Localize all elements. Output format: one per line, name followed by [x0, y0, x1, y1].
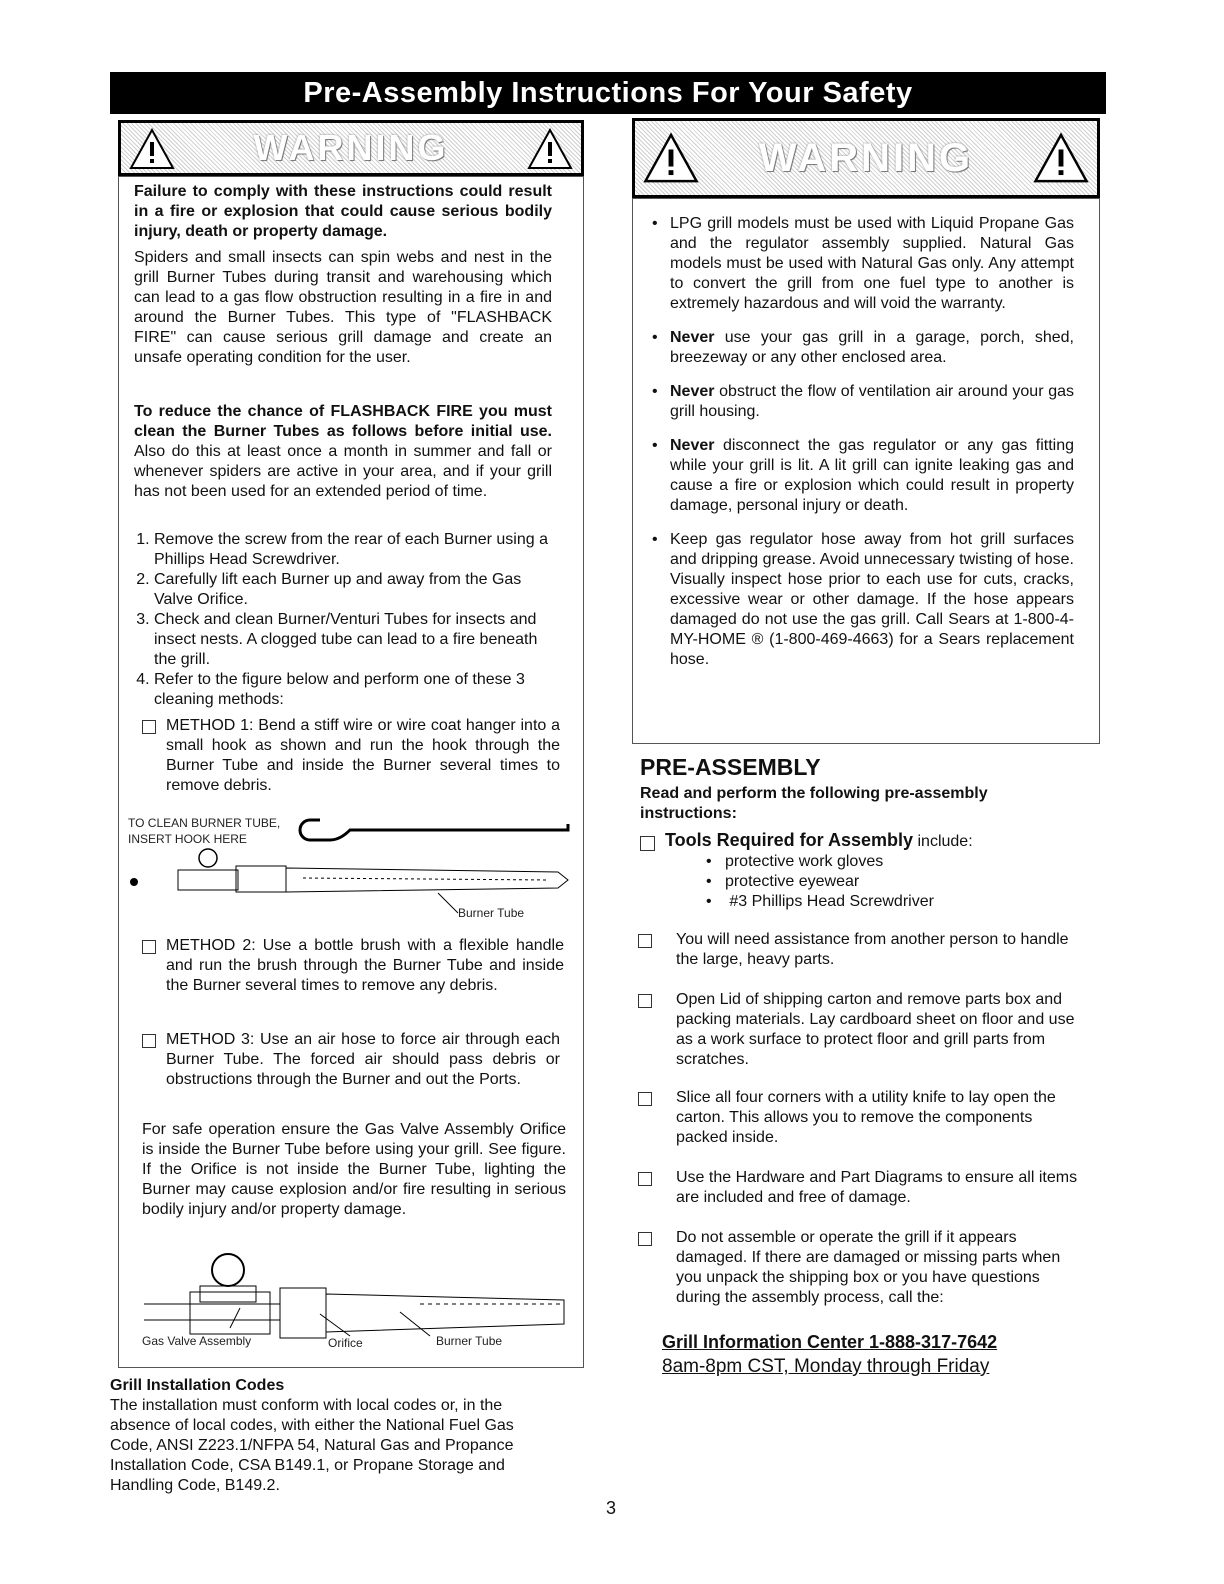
intro-warning-text: Failure to comply with these instructions could result in a fire or explosion that could cause serious bodily injury, death or property damage.	[134, 183, 552, 240]
tools-title: Tools Required for Assembly	[665, 830, 914, 850]
tool-item: • #3 Phillips Head Screwdriver	[706, 893, 934, 910]
step-item: 3. Check and clean Burner/Venturi Tubes for insects and insect nests. A clogged tube can lead to a fire beneath the grill.	[154, 610, 554, 670]
method-1-text: METHOD 1: Bend a stiff wire or wire coat hanger into a small hook as shown and run the hook through the Burner Tube and inside the Burner several times to remove debris.	[166, 717, 560, 794]
method-3	[142, 1030, 560, 1090]
tools-list	[706, 852, 934, 912]
step-item: 4. Refer to the figure below and perform one of these 3 cleaning methods:	[154, 670, 554, 710]
item-text: You will need assistance from another person to handle the large, heavy parts.	[676, 931, 1069, 968]
orifice-figure	[140, 1244, 570, 1354]
method-2	[142, 936, 564, 996]
item-text: Do not assemble or operate the grill if it appears damaged. If there are damaged or missing parts when you unpack the shipping box or you have questions during the assembly process, call the:	[676, 1229, 1061, 1306]
warning-triangle-icon	[527, 128, 573, 170]
reduce-bold-text: To reduce the chance of FLASHBACK FIRE you must clean the Burner Tubes as follows before initial use.	[134, 403, 552, 440]
checkbox-icon[interactable]	[638, 934, 652, 948]
reduce-paragraph	[134, 402, 552, 502]
method-1	[142, 716, 560, 796]
checkbox-icon[interactable]	[638, 1172, 652, 1186]
warning-label: WARNING	[253, 127, 449, 168]
preassembly-heading: PRE-ASSEMBLY	[640, 754, 821, 780]
tools-required	[640, 830, 973, 851]
hook-label-line2: INSERT HOOK HERE	[128, 832, 247, 846]
installation-codes-text: The installation must conform with local codes or, in the absence of local codes, with either the National Fuel Gas Code, ANSI Z223.1/NFPA 54, Natural Gas and Propance Installation Code, CSA B149.1, or Propane Storage and Handling Code, B149.2.	[110, 1397, 514, 1494]
warning-triangle-icon	[643, 131, 699, 185]
checkbox-icon[interactable]	[638, 994, 652, 1008]
installation-codes-title: Grill Installation Codes	[110, 1377, 285, 1394]
right-warning-bullets	[652, 214, 1074, 684]
spiders-paragraph: Spiders and small insects can spin webs and nest in the grill Burner Tubes during transit and warehousing which can lead to a gas flow obstruction resulting in a fire in and around the Burner Tubes. This type of "FLASHBACK FIRE" can cause serious grill damage and create an unsafe operating condition for the user.	[134, 249, 552, 366]
checkbox-icon[interactable]	[142, 1034, 156, 1048]
checkbox-icon[interactable]	[638, 1232, 652, 1246]
warning-triangle-icon	[129, 128, 175, 170]
tool-item: • protective eyewear	[706, 873, 860, 890]
orifice-label: Orifice	[328, 1336, 363, 1350]
gas-valve-assembly-label: Gas Valve Assembly	[142, 1334, 252, 1348]
preassembly-item-2	[638, 990, 1078, 1070]
checkbox-icon[interactable]	[142, 720, 156, 734]
preassembly-subheading: Read and perform the following pre-assembly instructions:	[640, 785, 988, 822]
preassembly-item-5	[638, 1228, 1078, 1308]
left-warning-header	[118, 120, 584, 176]
bullet-lpg: • LPG grill models must be used with Liquid Propane Gas and the regulator assembly supplied. Natural Gas models must be used with Natural Gas only. Any attempt to convert the grill from one fuel type to another is extremely hazardous and will void the warranty.	[652, 214, 1074, 314]
method-2-text: METHOD 2: Use a bottle brush with a flexible handle and run the brush through the Burner Tube and inside the Burner several times to remove any debris.	[166, 937, 564, 994]
info-center-phone[interactable]: Grill Information Center 1-888-317-7642	[662, 1332, 998, 1352]
preassembly-item-1	[638, 930, 1078, 970]
item-text: Slice all four corners with a utility knife to lay open the carton. This allows you to remove the components packed inside.	[676, 1089, 1056, 1146]
hook-figure	[128, 808, 578, 928]
burner-tube-label: Burner Tube	[436, 1334, 503, 1348]
preassembly-item-3	[638, 1088, 1078, 1148]
checkbox-icon[interactable]	[640, 836, 655, 851]
bullet-hose: • Keep gas regulator hose away from hot grill surfaces and dripping grease. Avoid unnecessary twisting of hose. Visually inspect hose prior to each use for cuts, cracks, excessive wear or other damage. If the hose appears damaged do not use the gas grill. Call Sears at 1-800-4-MY-HOME ® (1-800-469-4663) for a Sears replacement hose.	[652, 530, 1074, 670]
right-warning-header	[632, 118, 1100, 198]
checkbox-icon[interactable]	[638, 1092, 652, 1106]
hook-label-line1: TO CLEAN BURNER TUBE,	[128, 816, 281, 830]
method-3-text: METHOD 3: Use an air hose to force air through each Burner Tube. The forced air should pass debris or obstructions through the Burner and out the Ports.	[166, 1031, 560, 1088]
step-item: 1. Remove the screw from the rear of each Burner using a Phillips Head Screwdriver.	[154, 530, 554, 570]
warning-label: WARNING	[758, 135, 974, 180]
bullet-regulator: • Never disconnect the gas regulator or any gas fitting while your grill is lit. A lit grill can ignite leaking gas and cause a fire or explosion which could result in property damage, personal injury or death.	[652, 436, 1074, 516]
info-center-hours: 8am-8pm CST, Monday through Friday	[662, 1356, 990, 1377]
step-item: 2. Carefully lift each Burner up and away from the Gas Valve Orifice.	[154, 570, 554, 610]
bullet-enclosed: • Never use your gas grill in a garage, porch, shed, breezeway or any other enclosed area.	[652, 328, 1074, 368]
bullet-ventilation: • Never obstruct the flow of ventilation air around your gas grill housing.	[652, 382, 1074, 422]
warning-triangle-icon	[1033, 131, 1089, 185]
page-number: 3	[606, 1498, 617, 1518]
page-banner-title: Pre-Assembly Instructions For Your Safety	[110, 72, 1106, 114]
preassembly-item-4	[638, 1168, 1078, 1208]
reduce-rest-text: Also do this at least once a month in summer and fall or whenever spiders are active in your area, and if your grill has not been used for an extended period of time.	[134, 443, 552, 500]
hook-burner-tube-label: Burner Tube	[458, 906, 525, 920]
tools-suffix: include:	[913, 833, 973, 850]
item-text: Use the Hardware and Part Diagrams to ensure all items are included and free of damage.	[676, 1169, 1078, 1206]
safe-operation-paragraph: For safe operation ensure the Gas Valve Assembly Orifice is inside the Burner Tube before using your grill. See figure. If the Orifice is not inside the Burner Tube, lighting the Burner may cause explosion and/or fire resulting in serious bodily injury and/or property damage.	[142, 1121, 566, 1218]
checkbox-icon[interactable]	[142, 940, 156, 954]
item-text: Open Lid of shipping carton and remove parts box and packing materials. Lay cardboard sheet on floor and use as a work surface to protect floor and grill parts from scratches.	[676, 991, 1075, 1068]
cleaning-steps	[130, 530, 554, 710]
tool-item: • protective work gloves	[706, 853, 884, 870]
